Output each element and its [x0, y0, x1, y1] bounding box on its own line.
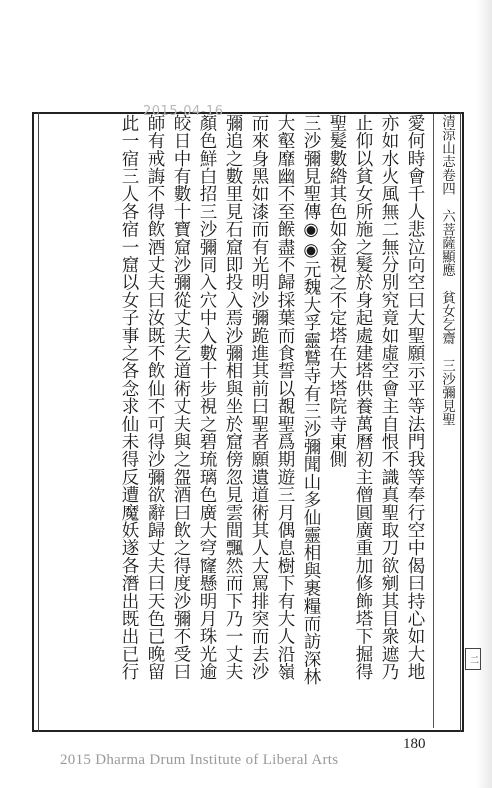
text-column-1: 愛何時會千人悲泣向空曰大聖願示平等法門我等奉行空中偈曰持心如大地: [405, 114, 425, 681]
story-title-a: 貧女乞齋: [439, 290, 455, 345]
text-column-5: 三沙彌見聖傳◉◉元魏大孚靈鷲寺有三沙彌聞山多仙靈相與裹糧而訪深林: [301, 114, 321, 686]
text-column-10: 皎日中有數十寶窟沙彌從丈夫乞道術丈夫與之盌酒曰飲之得度沙彌不受曰: [171, 114, 191, 681]
text-column-8: 彌追之數里見石窟即投入焉沙彌相與坐於窟傍忽見雲間飄然而下乃一丈夫: [223, 114, 243, 681]
institute-watermark: 2015 Dharma Drum Institute of Liberal Arts: [60, 752, 339, 768]
text-column-11: 師有戒誨不得飲酒丈夫曰汝既不飲仙不可得沙彌欲辭歸丈夫曰天色已晚留: [145, 114, 165, 681]
text-column-9: 顏色鮮白招三沙彌同入穴中入數十步視之碧琉璃色廣大穹窿懸明月珠光逾: [197, 114, 217, 681]
text-column-3: 止仰以貧女所施之髮於身起處建塔供養萬曆初主僧圓廣重加修飾塔下掘得: [353, 114, 373, 681]
page-number: 180: [403, 736, 426, 752]
date-watermark: 2015-04-16: [143, 104, 224, 119]
text-column-4: 聖髮數綹其色如金視之不定塔在大塔院寺東側: [327, 114, 347, 468]
text-column-7: 而來身黑如漆而有光明沙彌跪進其前曰聖者願遺道術其人大罵排突而去沙: [249, 114, 269, 681]
story-title-b: 三沙彌見聖: [439, 358, 455, 426]
text-column-12: 此一宿三人各宿一窟以女子事之各念求仙未得反遭魔妖遂各潛出既出已行: [119, 114, 139, 681]
margin-page-mark: 二: [465, 648, 481, 670]
book-title: 清涼山志卷四: [439, 114, 455, 195]
left-inner-rule: [38, 112, 39, 732]
right-inner-rule: [460, 112, 461, 732]
running-header: [433, 114, 458, 728]
text-column-6: 大壑靡幽不至餱盡不歸採葉而食誓以覩聖爲期遊三月偶息樹下有大人沿嶺: [275, 114, 295, 681]
text-body: [42, 114, 458, 728]
text-column-2: 亦如水火風無二無分別究竟如虛空會主自恨不識真聖取刀欲剜其目衆遮乃: [379, 114, 399, 681]
section-title: 六菩薩顯應: [439, 209, 455, 277]
